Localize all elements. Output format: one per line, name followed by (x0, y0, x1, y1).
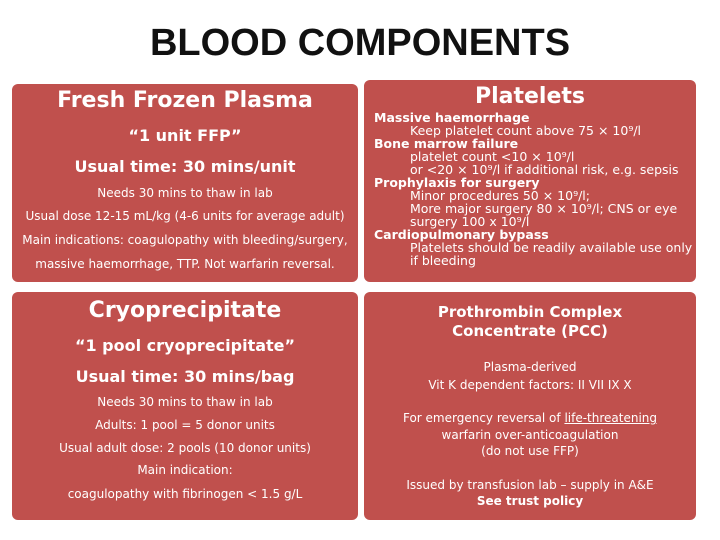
platelets-detail: or <20 × 10⁹/l if additional risk, e.g. sepsis (410, 162, 679, 177)
ffp-line: Main indications: coagulopathy with bleeding/surgery, (22, 233, 348, 247)
cryo-line: Main indication: (137, 463, 233, 477)
pcc-line: (do not use FFP) (481, 444, 579, 458)
life-threatening-link[interactable]: life-threatening (564, 411, 658, 425)
pcc-line: Issued by transfusion lab – supply in A&E (406, 478, 654, 492)
cryo-unit: “1 pool cryoprecipitate” (74, 336, 296, 355)
platelets-detail: Platelets should be readily available use only (410, 240, 693, 255)
platelets-detail: surgery 100 x 10⁹/l (410, 214, 530, 229)
cryo-line: Usual adult dose: 2 pools (10 donor units) (59, 441, 311, 455)
platelets-detail: Keep platelet count above 75 × 10⁹/l (410, 123, 642, 138)
pcc-emergency-text: For emergency reversal of (402, 411, 565, 425)
platelets-section-title: Cardiopulmonary bypass (374, 227, 549, 242)
pcc-panel (364, 292, 696, 520)
pcc-line: Vit K dependent factors: II VII IX X (428, 378, 632, 392)
pcc-heading: Concentrate (PCC) (452, 322, 608, 340)
platelets-panel (364, 80, 696, 282)
ffp-panel (12, 84, 358, 282)
cryo-line: Adults: 1 pool = 5 donor units (95, 418, 275, 432)
ffp-line: massive haemorrhage, TTP. Not warfarin reversal. (35, 257, 335, 271)
page-title: BLOOD COMPONENTS (149, 22, 571, 64)
platelets-heading: Platelets (474, 84, 586, 109)
ffp-usual-time: Usual time: 30 mins/unit (74, 157, 296, 176)
platelets-detail: if bleeding (410, 253, 476, 268)
pcc-policy: See trust policy (476, 494, 584, 508)
ffp-unit: “1 unit FFP” (128, 126, 242, 145)
cryo-line: Needs 30 mins to thaw in lab (97, 395, 273, 409)
platelets-detail: Minor procedures 50 × 10⁹/l; (410, 188, 590, 203)
cryo-heading: Cryoprecipitate (88, 298, 282, 323)
cryo-panel (12, 292, 358, 520)
ffp-line: Needs 30 mins to thaw in lab (97, 186, 273, 200)
platelets-detail: platelet count <10 × 10⁹/l (410, 149, 575, 164)
pcc-emergency (364, 411, 696, 425)
pcc-heading: Prothrombin Complex (437, 303, 623, 321)
platelets-section-title: Massive haemorrhage (374, 110, 530, 125)
platelets-section-title: Prophylaxis for surgery (374, 175, 540, 190)
platelets-section-title: Bone marrow failure (374, 136, 519, 151)
platelets-detail: More major surgery 80 × 10⁹/l; CNS or eye (410, 201, 678, 216)
pcc-line: warfarin over-anticoagulation (441, 428, 619, 442)
ffp-line: Usual dose 12-15 mL/kg (4-6 units for average adult) (25, 209, 345, 223)
pcc-line: Plasma-derived (483, 360, 577, 374)
cryo-usual-time: Usual time: 30 mins/bag (75, 367, 295, 386)
cryo-line: coagulopathy with fibrinogen < 1.5 g/L (67, 487, 303, 501)
ffp-heading: Fresh Frozen Plasma (57, 88, 313, 113)
